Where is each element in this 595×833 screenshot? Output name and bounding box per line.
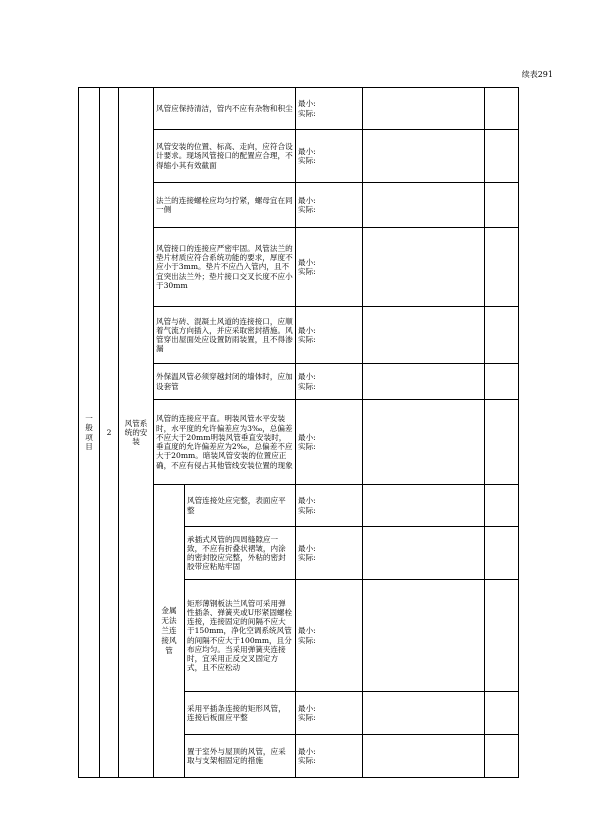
min-label: 最小: (298, 99, 316, 109)
actual-label: 实际: (298, 108, 316, 118)
requirement-text: 法兰的连接螺栓应均匀拧紧，螺母宜在同一侧 (154, 183, 296, 228)
remark-cell (485, 580, 519, 692)
requirement-text: 风管接口的连接应严密牢固。风管法兰的垫片材质应符合系统功能的要求，厚度不应小于3mm。垫片不应凸入管内，且不宜突出法兰外；垫片接口交叉长度不应小于30mm (154, 228, 296, 307)
min-label: 最小: (298, 195, 316, 205)
result-cell (363, 307, 485, 364)
min-label: 最小: (298, 703, 316, 713)
min-label: 最小: (298, 496, 316, 506)
result-cell (363, 130, 485, 183)
result-cell (363, 364, 485, 400)
remark-cell (485, 400, 519, 485)
remark-cell (485, 735, 519, 778)
requirement-text: 风管安装的位置、标高、走向，应符合设计要求。现场风管接口的配置应合理，不得缩小其有效截面 (154, 130, 296, 183)
measure-cell (296, 364, 363, 400)
measure-cell (296, 307, 363, 364)
requirement-text: 置于室外与屋顶的风管，应采取与支架相固定的措施 (185, 735, 296, 778)
inspection-table (78, 87, 519, 778)
requirement-text: 风管连接处应完整，表面应平整 (185, 485, 296, 527)
subgroup-cell: 金属无法兰连接风管 (154, 485, 185, 778)
min-label: 最小: (298, 257, 316, 267)
remark-cell (485, 183, 519, 228)
requirement-text: 矩形薄钢板法兰风管可采用弹性插条、弹簧夹或U形紧固螺栓连接，连接固定的间隔不应大于150mm，净化空调系统风管的间隔不应大于100mm，且分布应均匀。当采用弹簧夹连接时，宜采用正反交叉固定方式，且不应松动 (185, 580, 296, 692)
measure-cell (296, 527, 363, 580)
remark-cell (485, 364, 519, 400)
remark-cell (485, 527, 519, 580)
actual-label: 实际: (298, 205, 316, 214)
min-label: 最小: (298, 432, 316, 442)
item-number-cell: 2 (100, 88, 119, 778)
result-cell (363, 527, 485, 580)
requirement-text: 风管的连接应平直。明装风管水平安装时，水平度的允许偏差应为3‰，总偏差不应大于20mm明装风管垂直安装时，垂直度的允许偏差应为2‰，总偏差不应大于20mm。暗装风管安装的位置应正确，不应有侵占其他管线安装位置的现象 (154, 400, 296, 485)
min-label: 最小: (298, 626, 316, 636)
remark-cell (485, 485, 519, 527)
section-cell: 风管系统的安装 (119, 88, 154, 778)
requirement-text: 承插式风管的四周缝隙应一致，不应有折叠状褶皱，内涂的密封胶应完整，外粘的密封胶带应粘贴牢固 (185, 527, 296, 580)
requirement-text: 风管应保持清洁，管内不应有杂物和积尘 (154, 88, 296, 130)
actual-label: 实际: (298, 635, 316, 645)
actual-label: 实际: (298, 553, 316, 562)
measure-cell (296, 183, 363, 228)
measure-cell (296, 692, 363, 735)
measure-cell (296, 735, 363, 778)
actual-label: 实际: (298, 156, 316, 165)
requirement-text: 外保温风管必须穿越封闭的墙体时，应加设套管 (154, 364, 296, 400)
min-label: 最小: (298, 372, 316, 382)
measure-cell (296, 228, 363, 307)
result-cell (363, 400, 485, 485)
actual-label: 实际: (298, 335, 316, 344)
remark-cell (485, 307, 519, 364)
requirement-text: 采用平插条连接的矩形风管，连接后板面应平整 (185, 692, 296, 735)
remark-cell (485, 88, 519, 130)
measure-cell (296, 130, 363, 183)
min-label: 最小: (298, 146, 316, 156)
result-cell (363, 228, 485, 307)
result-cell (363, 580, 485, 692)
measure-cell (296, 485, 363, 527)
measure-cell (296, 400, 363, 485)
remark-cell (485, 692, 519, 735)
min-label: 最小: (298, 746, 316, 756)
result-cell (363, 692, 485, 735)
actual-label: 实际: (298, 381, 316, 391)
actual-label: 实际: (298, 442, 316, 451)
measure-cell (296, 580, 363, 692)
actual-label: 实际: (298, 713, 316, 722)
actual-label: 实际: (298, 267, 316, 276)
min-label: 最小: (298, 325, 316, 335)
remark-cell (485, 130, 519, 183)
category-cell: 一般项目 (79, 88, 100, 778)
min-label: 最小: (298, 543, 316, 553)
remark-cell (485, 228, 519, 307)
result-cell (363, 183, 485, 228)
measure-cell (296, 88, 363, 130)
page-label: 续表291 (521, 70, 553, 79)
requirement-text: 风管与砖、混凝土风道的连接接口，应顺着气流方向插入，并应采取密封措施。风管穿出屋面处应设置防雨装置，且不得渗漏 (154, 307, 296, 364)
result-cell (363, 88, 485, 130)
actual-label: 实际: (298, 505, 316, 515)
result-cell (363, 485, 485, 527)
result-cell (363, 735, 485, 778)
actual-label: 实际: (298, 756, 316, 765)
